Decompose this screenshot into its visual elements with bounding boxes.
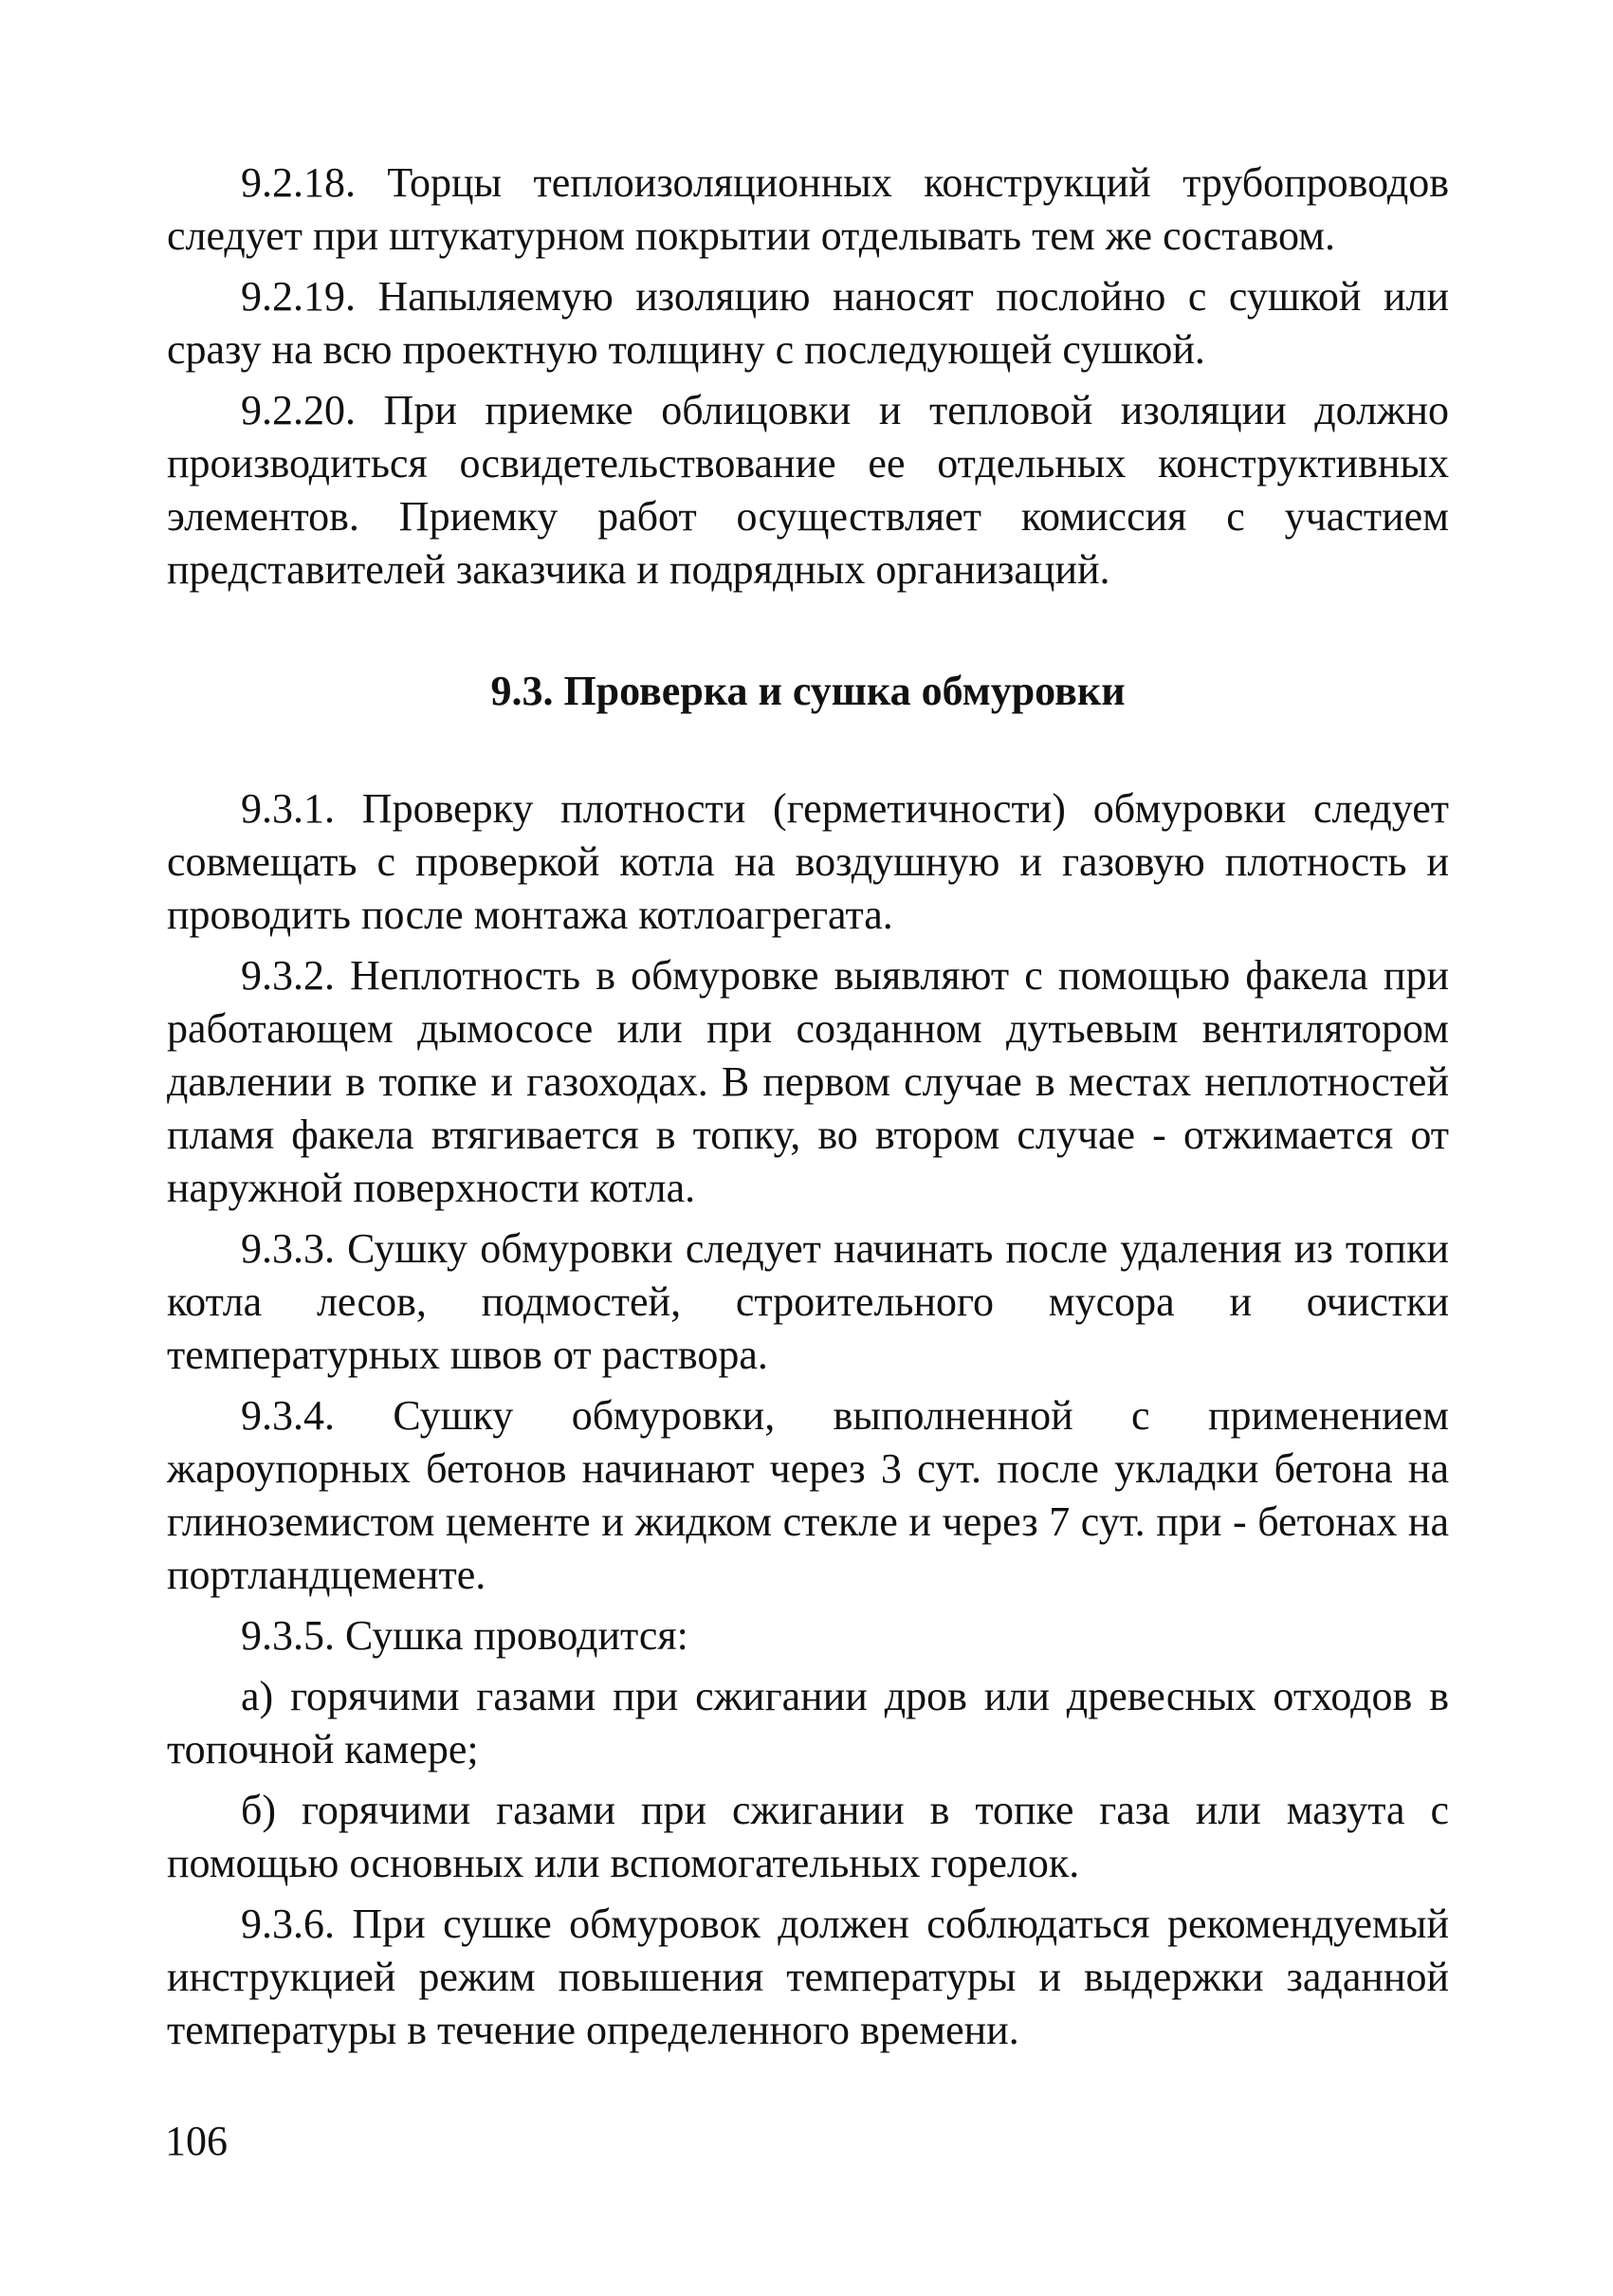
paragraph-9-3-5: 9.3.5. Сушка проводится:	[241, 1612, 688, 1659]
page-number: 106	[165, 2118, 228, 2164]
paragraph-9-3-3: 9.3.3. Сушку обмуровки следует начинать после удаления из топки котла лесов, подмостей, строительного мусора и очистки температурных швов от раствора.	[167, 1225, 1449, 1378]
list-item-a: а) горячими газами при сжигании дров или древесных отходов в топочной камере;	[167, 1673, 1449, 1773]
section-heading: 9.3. Проверка и сушка обмуровки	[490, 668, 1126, 714]
list-item-b: б) горячими газами при сжигании в топке газа или мазута с помощью основных или вспомогательных горелок.	[167, 1787, 1449, 1886]
paragraph-9-3-6: 9.3.6. При сушке обмуровок должен соблюдаться рекомендуемый инструкцией режим повышения температуры и выдержки заданной температуры в течение определенного времени.	[167, 1901, 1449, 2053]
paragraph-9-2-19: 9.2.19. Напыляемую изоляцию наносят послойно с сушкой или сразу на всю проектную толщину с последующей сушкой.	[167, 273, 1449, 373]
paragraph-9-3-1: 9.3.1. Проверку плотности (герметичности) обмуровки следует совмещать с проверкой котла на воздушную и газовую плотность и проводить после монтажа котлоагрегата.	[167, 785, 1449, 938]
text-column	[167, 156, 1449, 2057]
paragraph-9-3-4: 9.3.4. Сушку обмуровки, выполненной с применением жароупорных бетонов начинают через 3 сут. после укладки бетона на глиноземистом цементе и жидком стекле и через 7 сут. при - бетонах на портландцементе.	[167, 1392, 1449, 1598]
paragraph-9-2-20: 9.2.20. При приемке облицовки и тепловой изоляции должно производиться освидетельствование ее отдельных конструктивных элементов. Приемку работ осуществляет комиссия с участием представителей заказчика и подрядных организаций.	[167, 387, 1449, 593]
paragraph-9-2-18: 9.2.18. Торцы теплоизоляционных конструкций трубопроводов следует при штукатурном покрытии отделывать тем же составом.	[167, 159, 1449, 259]
paragraph-9-3-2: 9.3.2. Неплотность в обмуровке выявляют с помощью факела при работающем дымососе или при созданном дутьевым вентилятором давлении в топке и газоходах. В первом случае в местах неплотностей пламя факела втягивается в топку, во втором случае - отжимается от наружной поверхности котла.	[167, 952, 1449, 1211]
